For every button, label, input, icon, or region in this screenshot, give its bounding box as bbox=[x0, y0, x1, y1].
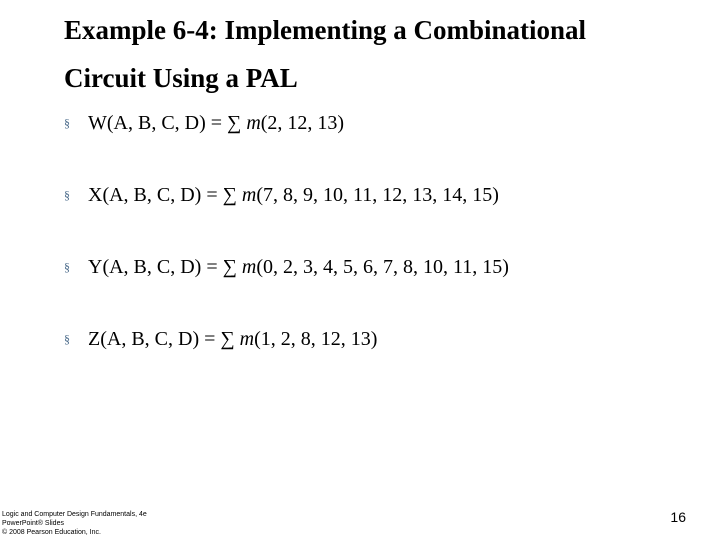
minterm-symbol: m bbox=[246, 112, 261, 134]
bullet-marker: § bbox=[64, 260, 70, 274]
function-lhs: Z(A, B, C, D) = ∑ bbox=[88, 328, 240, 350]
bullet-text bbox=[88, 252, 509, 282]
slide-title-line-1: Example 6-4: Implementing a Combinational bbox=[64, 15, 587, 45]
footer-credits bbox=[2, 510, 202, 537]
minterm-symbol: m bbox=[241, 184, 257, 206]
bullet-text bbox=[88, 324, 377, 354]
slide-title bbox=[64, 6, 684, 102]
footer-slides-label: PowerPoint® Slides bbox=[2, 520, 64, 527]
page-number: 16 bbox=[670, 509, 686, 525]
function-lhs: W(A, B, C, D) = ∑ bbox=[88, 112, 247, 134]
minterm-symbol: m bbox=[239, 328, 255, 350]
bullet-item-x bbox=[64, 180, 704, 252]
bullet-item-w bbox=[64, 108, 704, 180]
bullet-list bbox=[64, 108, 704, 396]
minterm-list: (1, 2, 8, 12, 13) bbox=[254, 328, 378, 350]
footer-book-title: Logic and Computer Design Fundamentals, 4e bbox=[2, 511, 147, 518]
bullet-marker: § bbox=[64, 332, 70, 346]
minterm-symbol: m bbox=[241, 256, 257, 278]
bullet-marker: § bbox=[64, 188, 70, 202]
slide-title-line-2: Circuit Using a PAL bbox=[64, 63, 298, 93]
bullet-marker: § bbox=[64, 116, 70, 130]
bullet-text bbox=[88, 180, 499, 210]
function-lhs: Y(A, B, C, D) = ∑ bbox=[88, 256, 242, 278]
minterm-list: (2, 12, 13) bbox=[260, 112, 345, 134]
bullet-item-y bbox=[64, 252, 704, 324]
bullet-item-z bbox=[64, 324, 704, 396]
function-lhs: X(A, B, C, D) = ∑ bbox=[88, 184, 242, 206]
footer-copyright: © 2008 Pearson Education, Inc. bbox=[2, 529, 101, 536]
bullet-text bbox=[88, 108, 344, 138]
minterm-list: (7, 8, 9, 10, 11, 12, 13, 14, 15) bbox=[256, 184, 499, 206]
minterm-list: (0, 2, 3, 4, 5, 6, 7, 8, 10, 11, 15) bbox=[256, 256, 509, 278]
